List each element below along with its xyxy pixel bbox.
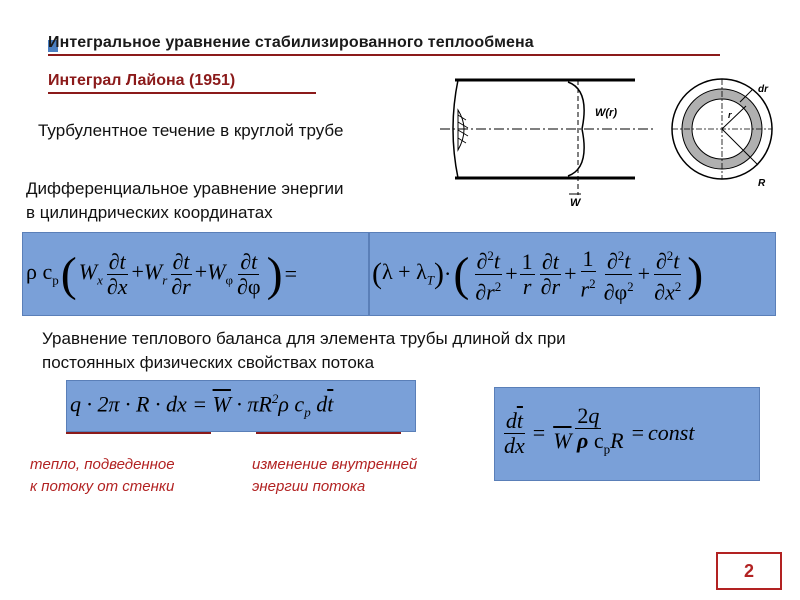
heat-note-2: к потоку от стенки	[30, 478, 175, 495]
heat-balance-equation: q · 2π · R · dx = $\overline{W} \cdot \pi R^2\rho$ $c_p$ $d\overline{t}$	[70, 391, 334, 420]
title-underline	[48, 54, 720, 56]
page-number: 2	[716, 552, 782, 590]
pipe-diagram	[440, 70, 790, 210]
energy-underline	[256, 432, 401, 434]
r-label: r	[728, 110, 732, 120]
heat-underline	[66, 432, 211, 434]
heat-note-1: тепло, подведенное	[30, 456, 175, 473]
energy-equation-left: ρ $c_p$ ( $W_x$ $\frac{\partial t}{\partial x}$ $+W_r$ $\frac{\partial t}{\partial r}$ $+W_\varphi$ $\frac{\partial t}{\partial\varphi}$ ) =	[26, 247, 297, 301]
energy-note-2: энергии потока	[252, 478, 366, 495]
balance-label-2: постоянных физических свойствах потока	[42, 353, 375, 372]
balance-label-1: Уравнение теплового баланса для элемента трубы длиной dx при	[42, 329, 566, 348]
result-equation: $\frac{d\overline{t}}{dx}$ = $\frac{2q}{\overline{W} \rho c_pR}$ = const	[504, 403, 695, 458]
profile-label: W(r)	[595, 107, 617, 119]
page-title: Интегральное уравнение стабилизированного теплообмена	[48, 34, 534, 51]
diff-equation-label-2: в цилиндрических координатах	[26, 203, 273, 222]
mean-velocity-label: W	[570, 197, 581, 209]
turbulent-flow-label: Турбулентное течение в круглой трубе	[38, 121, 344, 140]
page-subtitle: Интеграл Лайона (1951)	[48, 72, 236, 89]
subtitle-underline	[48, 92, 316, 94]
energy-equation-right: ( $\lambda + \lambda_T$ ) · ( $\frac{\partial^2t}{\partial r^2}$ + $\frac{1}{r}$ $\frac{\partial t}{\partial r}$ + $\frac{1}{r^2}$ $\frac{\partial^2t}{\partial\varphi^2}$ + $\frac{\partial^2t}{\partial x^2}$ )	[372, 245, 704, 304]
diff-equation-label-1: Дифференциальное уравнение энергии	[26, 179, 344, 198]
energy-note-1: изменение внутренней	[252, 456, 418, 473]
dr-label: dr	[758, 84, 768, 95]
R-label: R	[758, 178, 766, 189]
